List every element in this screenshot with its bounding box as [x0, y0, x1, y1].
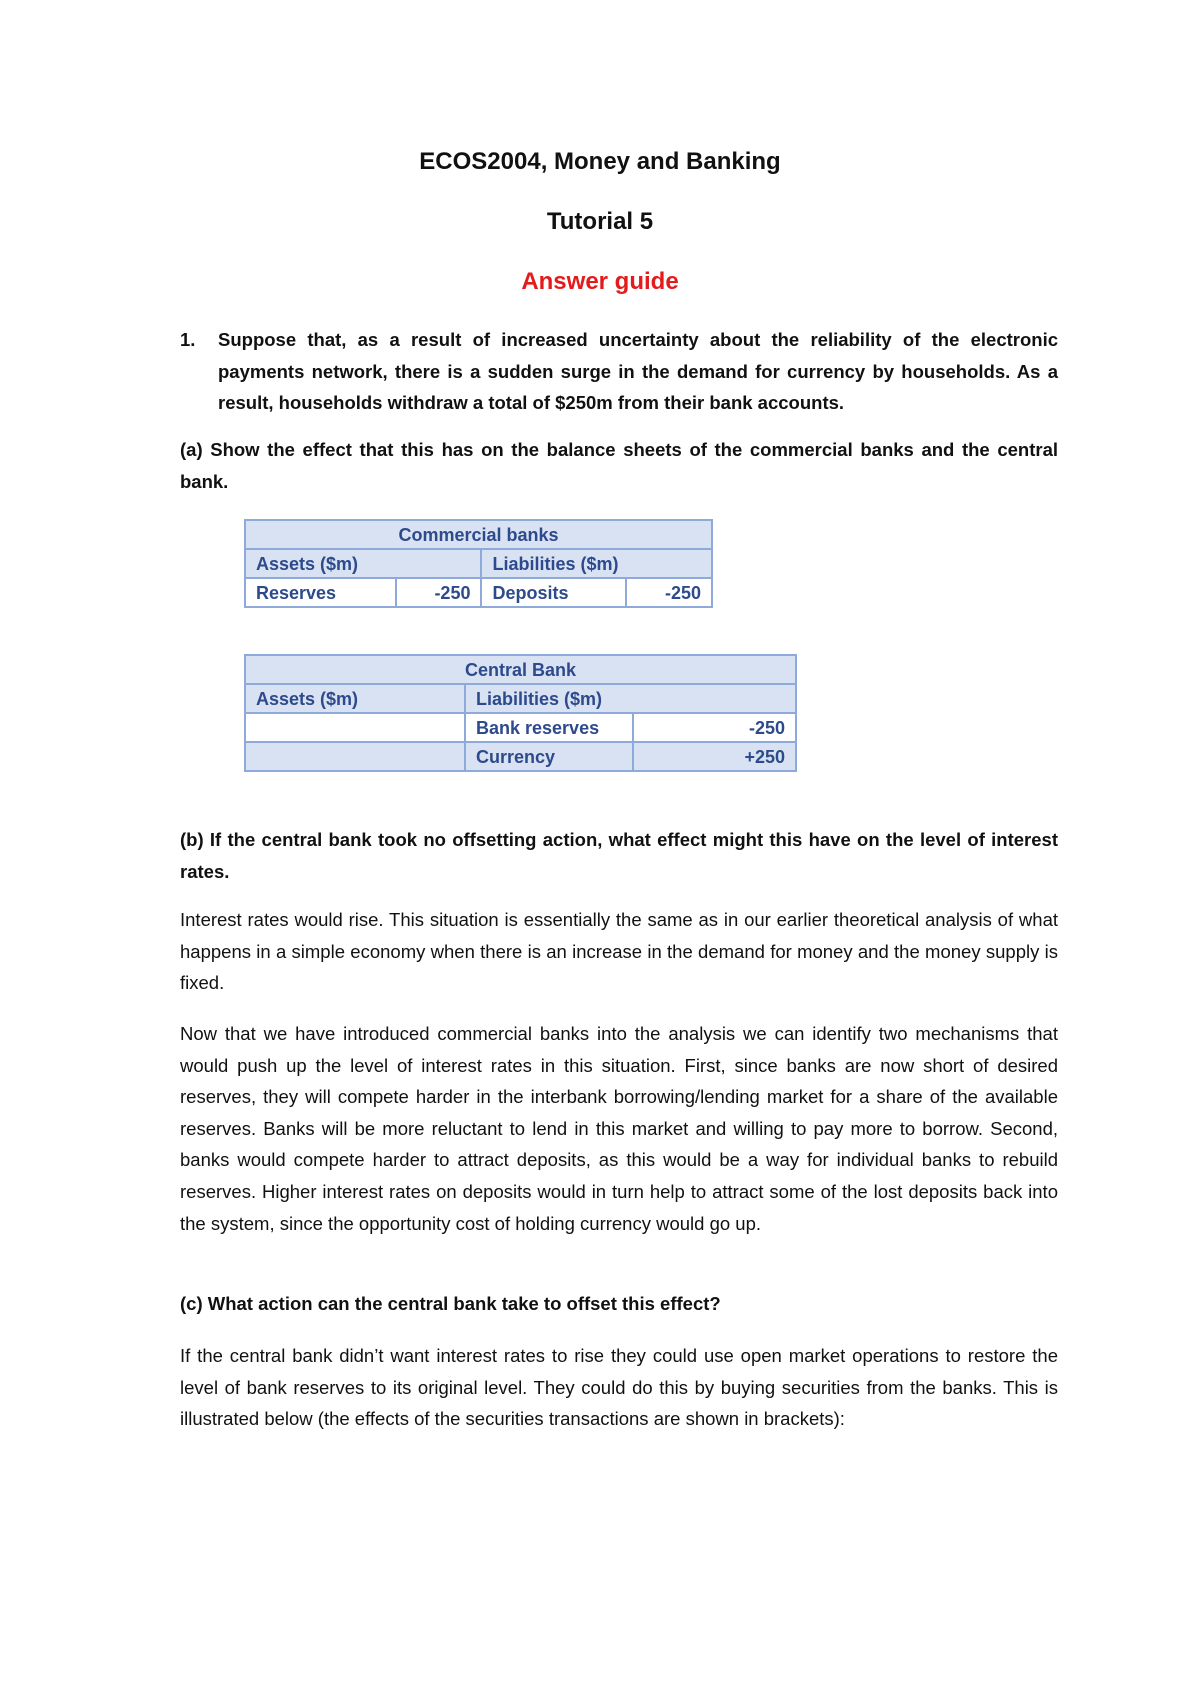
commercial-banks-balance-sheet — [244, 519, 713, 608]
table-title: Central Bank — [245, 655, 796, 684]
tutorial-heading: Tutorial 5 — [546, 208, 654, 235]
table-title: Commercial banks — [245, 520, 712, 549]
assets-header: Assets ($m) — [245, 684, 465, 713]
liability-label: Bank reserves — [465, 713, 633, 742]
asset-label: Reserves — [245, 578, 396, 607]
asset-value: -250 — [396, 578, 482, 607]
liability-value: -250 — [626, 578, 712, 607]
part-c-question: (c) What action can the central bank take to offset this effect? — [180, 1293, 721, 1314]
liability-value: -250 — [633, 713, 796, 742]
asset-label — [245, 742, 465, 771]
part-b-question: (b) If the central bank took no offsetting action, what effect might this have on the level of interest rates. — [180, 829, 1058, 882]
question-1-text: Suppose that, as a result of increased uncertainty about the reliability of the electronic payments network, there is a sudden surge in the demand for currency by households. As a result, households withdraw a total of $250m from their bank accounts. — [218, 329, 1058, 414]
liabilities-header: Liabilities ($m) — [481, 549, 712, 578]
part-b-answer-paragraph-1: Interest rates would rise. This situation is essentially the same as in our earlier theoretical analysis of what happens in a simple economy when there is an increase in the demand for money and the money supply is fixed. — [180, 909, 1058, 994]
part-a-question: (a) Show the effect that this has on the balance sheets of the commercial banks and the central bank. — [180, 439, 1058, 492]
part-c-answer-paragraph-1: If the central bank didn’t want interest rates to rise they could use open market operations to restore the level of bank reserves to its original level. They could do this by buying securities from the banks. This is illustrated below (the effects of the securities transactions are shown in brackets): — [180, 1345, 1058, 1430]
table-row — [245, 578, 712, 607]
answer-guide-heading: Answer guide — [521, 268, 679, 295]
table-row — [245, 713, 796, 742]
assets-header: Assets ($m) — [245, 549, 481, 578]
document-title: ECOS2004, Money and Banking — [419, 148, 781, 175]
question-number: 1. — [180, 329, 196, 350]
central-bank-balance-sheet — [244, 654, 797, 772]
asset-label — [245, 713, 465, 742]
liability-label: Deposits — [481, 578, 626, 607]
liability-value: +250 — [633, 742, 796, 771]
table-row — [245, 742, 796, 771]
liability-label: Currency — [465, 742, 633, 771]
part-b-answer-paragraph-2: Now that we have introduced commercial banks into the analysis we can identify two mechanisms that would push up the level of interest rates in this situation. First, since banks are now short of desired reserves, they will compete harder in the interbank borrowing/lending market for a share of the available reserves. Banks will be more reluctant to lend in this market and willing to pay more to borrow. Second, banks would compete harder to attract deposits, as this would be a way for individual banks to rebuild reserves. Higher interest rates on deposits would in turn help to attract some of the lost deposits back into the system, since the opportunity cost of holding currency would go up. — [180, 1023, 1058, 1234]
liabilities-header: Liabilities ($m) — [465, 684, 796, 713]
